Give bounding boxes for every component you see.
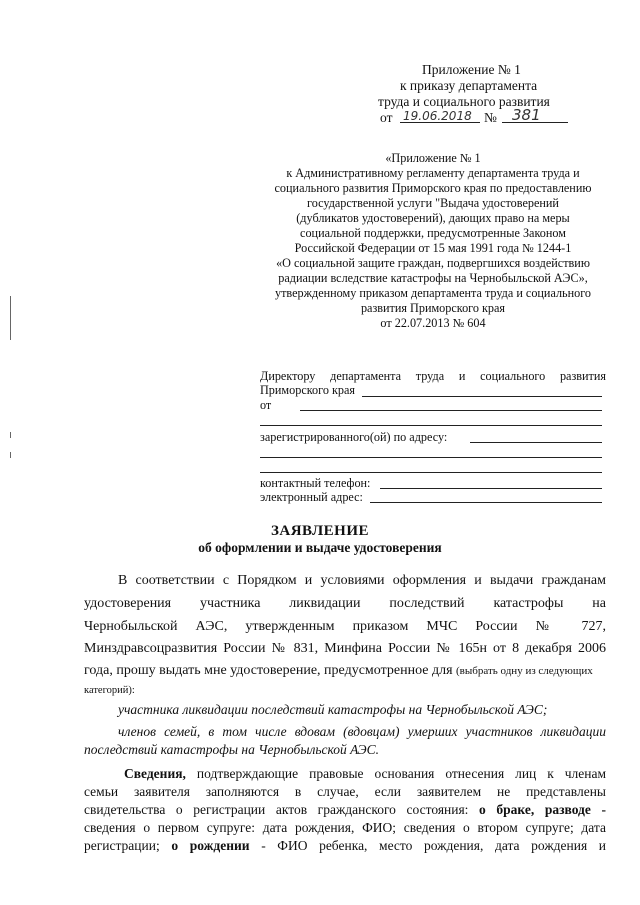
info-bold: о рождении [171, 838, 250, 853]
paragraph-line: Чернобыльской АЭС, утвержденным приказом МЧС России № 727, [84, 619, 606, 634]
director-line1: Директору департамента труда и социального развития [260, 369, 606, 383]
annex-date-row [370, 106, 600, 128]
annex-line: к приказу департамента [400, 78, 538, 93]
info-line [84, 802, 606, 818]
option-family-line1[interactable]: членов семей, в том числе вдовам (вдовцам) умерших участников ликвидации [118, 724, 606, 739]
director-field[interactable] [362, 396, 602, 397]
margin-mark [10, 432, 11, 438]
from-label: от [260, 398, 272, 412]
phone-label: контактный телефон: [260, 476, 371, 490]
info-bold: - [601, 802, 606, 817]
reglament-line: социальной поддержки, предусмотренные Законом [300, 226, 566, 240]
reglament-line: социального развития Приморского края по предоставлению [274, 181, 592, 195]
reglament-block [258, 151, 608, 331]
statement-subtitle: об оформлении и выдаче удостоверения [198, 540, 442, 555]
option-family-line2[interactable]: последствий катастрофы на Чернобыльской АЭС. [84, 742, 379, 757]
info-line: сведения о первом супруге: дата рождения, ФИО; сведения о втором супруге; дата [84, 820, 606, 835]
info-text: подтверждающие правовые основания отнесения лиц к членам [196, 766, 607, 781]
reglament-line: (дубликатов удостоверений), дающих право на меры [296, 211, 570, 225]
reglament-line: государственной услуги "Выдача удостоверений [307, 196, 559, 210]
num-handwritten: 381 [512, 106, 541, 124]
paragraph-line: удостоверения участника ликвидации последствий катастрофы на [84, 596, 606, 611]
phone-field[interactable] [380, 488, 602, 489]
reglament-line: от 22.07.2013 № 604 [380, 316, 486, 330]
margin-mark [10, 296, 11, 340]
paragraph-note: категорий): [84, 685, 135, 696]
margin-mark [10, 452, 11, 458]
reglament-line: «О социальной защите граждан, подвергшихся воздействию [276, 256, 590, 270]
date-handwritten: 19.06.2018 [403, 109, 472, 123]
info-line: семьи заявителя заполняются в случае, если заявителем не представлены [84, 784, 606, 799]
paragraph-line [84, 663, 593, 679]
info-text: регистрации; [84, 838, 160, 853]
registered-label: зарегистрированного(ой) по адресу: [260, 430, 448, 444]
from-field-2[interactable] [260, 425, 602, 426]
info-line [124, 766, 606, 782]
reglament-line: утвержденному приказом департамента труда и социального [274, 286, 592, 300]
info-bold: Сведения, [124, 766, 186, 781]
reglament-line: «Приложение № 1 [385, 151, 481, 165]
statement-title: ЗАЯВЛЕНИЕ [270, 523, 370, 539]
address-field-3[interactable] [260, 472, 602, 473]
num-prefix: № [484, 110, 497, 125]
address-field-2[interactable] [260, 457, 602, 458]
annex-line: труда и социального развития [378, 94, 550, 109]
reglament-line: Российской Федерации от 15 мая 1991 года № 1244-1 [294, 241, 572, 255]
paragraph-text: года, прошу выдать мне удостоверение, предусмотренное для [84, 663, 453, 678]
info-bold: о браке, разводе [479, 802, 591, 817]
annex-title: Приложение № 1 [422, 62, 521, 77]
from-field[interactable] [300, 410, 602, 411]
reglament-line: радиации вследствие катастрофы на Чернобыльской АЭС», [278, 271, 588, 285]
email-field[interactable] [370, 502, 602, 503]
reglament-line: развития Приморского края [360, 301, 506, 315]
annex-block [370, 62, 600, 128]
info-line [84, 838, 606, 854]
paragraph-line: В соответствии с Порядком и условиями оформления и выдачи гражданам [118, 573, 606, 588]
reglament-line: к Административному регламенту департамента труда и [286, 166, 580, 180]
info-text: - ФИО ребенка, место рождения, дата рождения и [261, 838, 606, 853]
paragraph-line: Минздравсоцразвития России № 831, Минфина России № 165н от 8 декабря 2006 [84, 641, 606, 656]
date-prefix: от [380, 110, 393, 125]
address-field[interactable] [470, 442, 602, 443]
info-text: свидетельства о регистрации актов гражданского состояния: [84, 802, 469, 817]
paragraph-note: (выбрать одну из следующих [456, 665, 593, 677]
email-label: электронный адрес: [260, 490, 363, 504]
option-liquidator[interactable]: участника ликвидации последствий катастрофы на Чернобыльской АЭС; [118, 702, 548, 717]
director-line2: Приморского края [260, 383, 355, 397]
